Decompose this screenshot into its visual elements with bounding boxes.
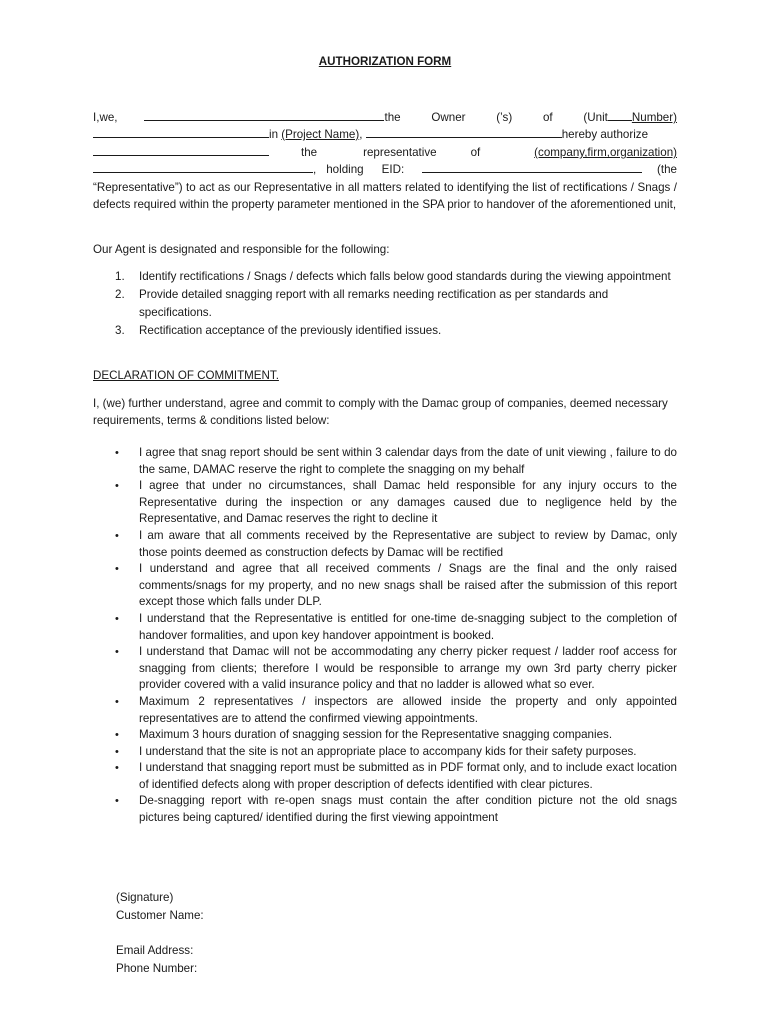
intro-word: the — [384, 111, 401, 124]
intro-word: hereby authorize — [561, 128, 649, 141]
conditions-list — [93, 445, 677, 827]
bullet-icon: • — [115, 612, 119, 625]
email-label: Email Address: — [116, 944, 194, 957]
representative-blank[interactable] — [93, 144, 269, 156]
intro-word: , — [359, 128, 363, 141]
list-item: • Maximum 2 representatives / inspectors are allowed inside the property and only appointed representatives are to attend the confirmed viewing appointments. — [115, 694, 677, 725]
phone-label: Phone Number: — [116, 962, 198, 975]
intro-word: , — [313, 163, 317, 176]
bullet-icon: • — [115, 646, 119, 659]
list-item: • I agree that snag report should be sent within 3 calendar days from the date of unit viewing , failure to do the same, DAMAC reserve the right to complete the snagging on my behalf — [115, 446, 677, 476]
list-item: 3. Rectification acceptance of the previously identified issues. — [115, 323, 442, 337]
signature-label: (Signature) — [116, 891, 174, 904]
list-item: • Maximum 3 hours duration of snagging session for the Representative snagging companies. — [93, 727, 677, 744]
list-item: • I understand that snagging report must be submitted as in PDF format only, and to include exact location of identified defects along with proper description of defects identified with clear pictures. — [115, 761, 677, 791]
form-title: AUTHORIZATION FORM — [318, 55, 452, 68]
intro-word: the — [301, 146, 318, 159]
declaration-intro: I, (we) further understand, agree and commit to comply with the Damac group of companies, deemed necessary requirements, terms & conditions listed below: — [93, 397, 668, 428]
intro-word: of — [542, 111, 553, 124]
intro-word: Number) — [631, 111, 677, 124]
authorize-blank[interactable] — [366, 126, 562, 138]
intro-line-3 — [93, 144, 677, 161]
list-item: • I am aware that all comments received by the Representative are subject to review by Damac, only those points deemed as construction defects by Damac will be rectified — [115, 528, 677, 559]
list-item: • I understand and agree that all received comments / Snags are the final and the only raised comments/snags for my property, and no new snags shall be raised after the submission of this report except those which falls under DLP. — [115, 562, 677, 609]
bullet-icon: • — [115, 729, 119, 742]
representative-name-blank[interactable] — [93, 161, 313, 173]
intro-word: holding — [326, 163, 364, 176]
bullet-icon: • — [115, 762, 119, 775]
agent-intro: Our Agent is designated and responsible for the following: — [93, 243, 390, 256]
bullet-icon: • — [115, 529, 119, 542]
intro-word: I,we, — [93, 111, 118, 124]
bullet-icon: • — [115, 563, 119, 576]
owner-name-blank[interactable] — [144, 109, 384, 121]
intro-paragraph: “Representative”) to act as our Representative in all matters related to identifying the list of rectifications / Snags / defects required within the property parameter mentioned in the SPA prior to handover of the aforementioned unit, — [93, 181, 677, 212]
project-blank[interactable] — [93, 126, 269, 138]
intro-word: EID: — [381, 163, 405, 176]
declaration-heading: DECLARATION OF COMMITMENT. — [93, 369, 279, 382]
eid-blank[interactable] — [422, 161, 642, 173]
bullet-icon: • — [115, 480, 119, 493]
bullet-icon: • — [115, 745, 119, 758]
list-item: • I understand that Damac will not be accommodating any cherry picker request / ladder roof access for snagging from clients; therefore I would be responsible to arrange my own 3rd party cherry picker provider covered with a valid insurance policy and that no ladder is allowed what so ever. — [115, 645, 677, 692]
list-item: • De-snagging report with re-open snags must contain the after condition picture not the old snags pictures being captured/ identified during the first viewing appointment — [115, 794, 677, 825]
list-item: 2. Provide detailed snagging report with all remarks needing rectification as per standards and specifications. — [115, 288, 609, 319]
intro-word: (the — [657, 163, 677, 176]
intro-word: representative — [363, 146, 437, 159]
list-item: 1. Identify rectifications / Snags / defects which falls below good standards during the viewing appointment — [115, 270, 671, 283]
list-item: • I understand that the site is not an appropriate place to accompany kids for their safety purposes. — [93, 744, 677, 761]
intro-word: Owner — [431, 111, 466, 124]
list-item: • I understand that the Representative is entitled for one-time de-snagging subject to the completion of handover formalities, and upon key handover appointment is booked. — [115, 611, 677, 642]
intro-line-4 — [93, 161, 677, 178]
intro-word: (Unit — [583, 111, 608, 124]
unit-number-blank[interactable] — [608, 109, 632, 121]
intro-word: (company,firm,organization) — [534, 146, 677, 159]
bullet-icon: • — [115, 795, 119, 808]
intro-word: in — [269, 128, 279, 141]
responsibility-list — [93, 268, 677, 340]
customer-name-label: Customer Name: — [116, 909, 204, 922]
bullet-icon: • — [115, 447, 119, 459]
intro-word: of — [470, 146, 481, 159]
bullet-icon: • — [115, 695, 119, 708]
intro-line-1 — [93, 109, 677, 126]
intro-word: (Project Name) — [281, 128, 360, 141]
intro-word: (’s) — [496, 111, 513, 124]
list-item: • I agree that under no circumstances, shall Damac held responsible for any injury occurs to the Representative during the inspection or any damages caused due to negligence held by the Representative, and Damac reserves the right to decline it — [115, 479, 677, 526]
intro-line-2 — [93, 126, 677, 143]
